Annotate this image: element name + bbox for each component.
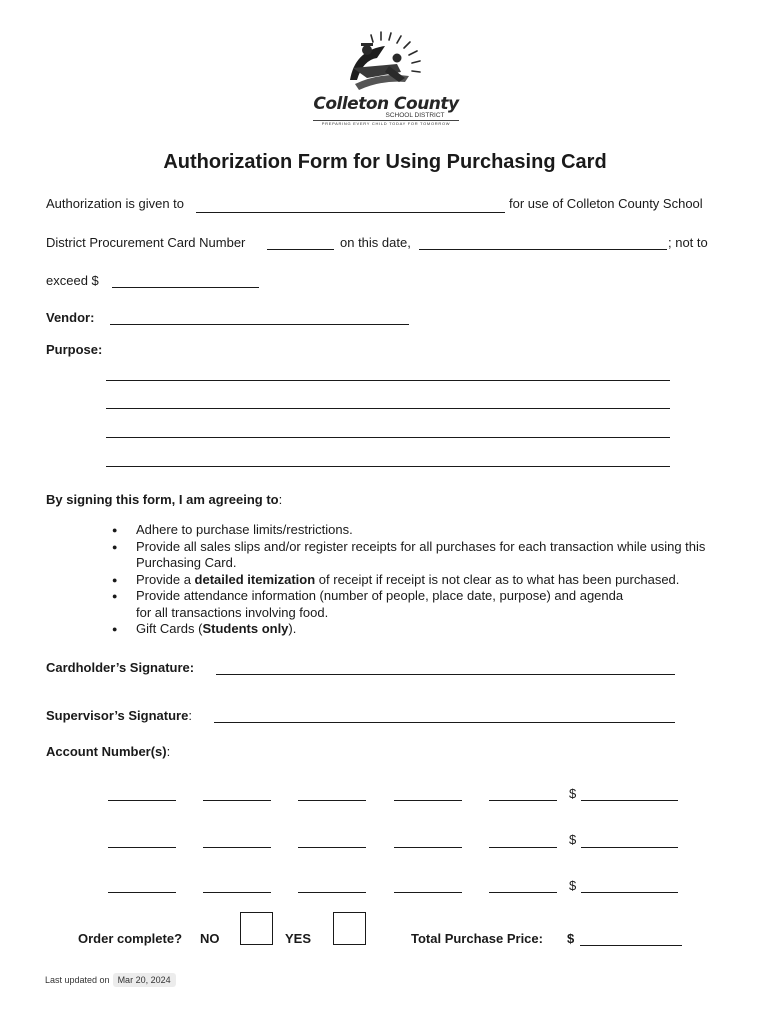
total-price-field[interactable] (580, 945, 682, 946)
purpose-line-1[interactable] (106, 380, 670, 381)
list-item-text: Provide all sales slips and/or register receipts for all purchases for each transaction while using this Purchasing Card. (136, 538, 706, 570)
not-to-label: ; not to (668, 235, 708, 250)
agreement-heading (46, 492, 282, 507)
agreement-list (108, 522, 728, 638)
purpose-label: Purpose: (46, 342, 103, 357)
total-dollar-sign: $ (567, 931, 575, 946)
account-field[interactable] (298, 800, 366, 801)
cardholder-signature-field[interactable] (216, 674, 675, 675)
exceed-amount-field[interactable] (112, 287, 259, 288)
list-item-line2: for all transactions involving food. (136, 604, 329, 620)
account-numbers-text: Account Number(s) (46, 744, 167, 759)
account-numbers-label (46, 744, 170, 759)
account-field[interactable] (298, 847, 366, 848)
last-updated (45, 973, 176, 987)
account-field[interactable] (394, 847, 462, 848)
agreement-heading-bold: By signing this form, I am agreeing to (46, 492, 279, 507)
supervisor-signature-colon: : (188, 708, 192, 723)
account-field[interactable] (489, 892, 557, 893)
list-item-text: Adhere to purchase limits/restrictions. (136, 522, 353, 537)
amount-field[interactable] (581, 800, 678, 801)
total-price-label: Total Purchase Price: (411, 931, 543, 946)
authorization-suffix: for use of Colleton County School (509, 196, 703, 211)
account-field[interactable] (203, 892, 271, 893)
vendor-field[interactable] (110, 324, 409, 325)
supervisor-signature-text: Supervisor’s Signature (46, 708, 189, 723)
account-field[interactable] (394, 892, 462, 893)
logo-tagline: PREPARING EVERY CHILD TODAY FOR TOMORROW (321, 121, 451, 126)
list-item (108, 621, 728, 638)
list-item (108, 522, 728, 539)
account-field[interactable] (489, 800, 557, 801)
card-number-prefix: District Procurement Card Number (46, 235, 246, 250)
authorization-prefix: Authorization is given to (46, 196, 185, 211)
account-field[interactable] (108, 847, 176, 848)
yes-checkbox[interactable] (333, 912, 366, 945)
dollar-sign: $ (569, 832, 577, 847)
district-logo (305, 28, 465, 128)
list-item-bold: detailed itemization (194, 571, 316, 587)
account-field[interactable] (203, 847, 271, 848)
vendor-label: Vendor: (46, 310, 95, 325)
account-numbers-colon: : (166, 744, 171, 759)
no-checkbox[interactable] (240, 912, 273, 945)
order-complete-label: Order complete? (78, 931, 183, 946)
page-title: Authorization Form for Using Purchasing Card (163, 151, 607, 173)
logo-subtitle: SCHOOL DISTRICT (385, 112, 445, 119)
dollar-sign: $ (569, 878, 577, 893)
supervisor-signature-label (46, 708, 192, 723)
amount-field[interactable] (581, 892, 678, 893)
purpose-line-4[interactable] (106, 466, 670, 467)
logo-name: Colleton County (313, 94, 459, 114)
list-item-pre: Provide a (136, 571, 195, 587)
no-label: NO (200, 931, 220, 946)
list-item (108, 539, 728, 572)
amount-field[interactable] (581, 847, 678, 848)
date-prefix: on this date, (340, 235, 411, 250)
purpose-line-2[interactable] (106, 408, 670, 409)
authorized-name-field[interactable] (196, 212, 505, 213)
account-field[interactable] (108, 892, 176, 893)
list-item-line1: Provide attendance information (number of people, place date, purpose) and agenda (136, 588, 624, 603)
account-field[interactable] (298, 892, 366, 893)
account-field[interactable] (203, 800, 271, 801)
last-updated-label: Last updated on (45, 975, 110, 985)
dollar-sign: $ (569, 786, 577, 801)
cardholder-signature-label: Cardholder’s Signature: (46, 660, 195, 675)
list-item-post: ). (288, 621, 297, 636)
supervisor-signature-field[interactable] (214, 722, 675, 723)
account-field[interactable] (489, 847, 557, 848)
date-field[interactable] (419, 249, 667, 250)
purpose-line-3[interactable] (106, 437, 670, 438)
account-field[interactable] (108, 800, 176, 801)
card-number-field[interactable] (267, 249, 334, 250)
agreement-heading-colon: : (278, 492, 283, 507)
exceed-label: exceed $ (46, 273, 99, 288)
list-item-pre: Gift Cards ( (136, 621, 203, 636)
yes-label: YES (285, 931, 312, 946)
list-item (108, 588, 728, 621)
last-updated-date: Mar 20, 2024 (113, 973, 176, 987)
list-item-bold: Students only (202, 621, 289, 636)
account-field[interactable] (394, 800, 462, 801)
list-item (108, 572, 728, 589)
list-item-post: of receipt if receipt is not clear as to what has been purchased. (315, 571, 680, 587)
